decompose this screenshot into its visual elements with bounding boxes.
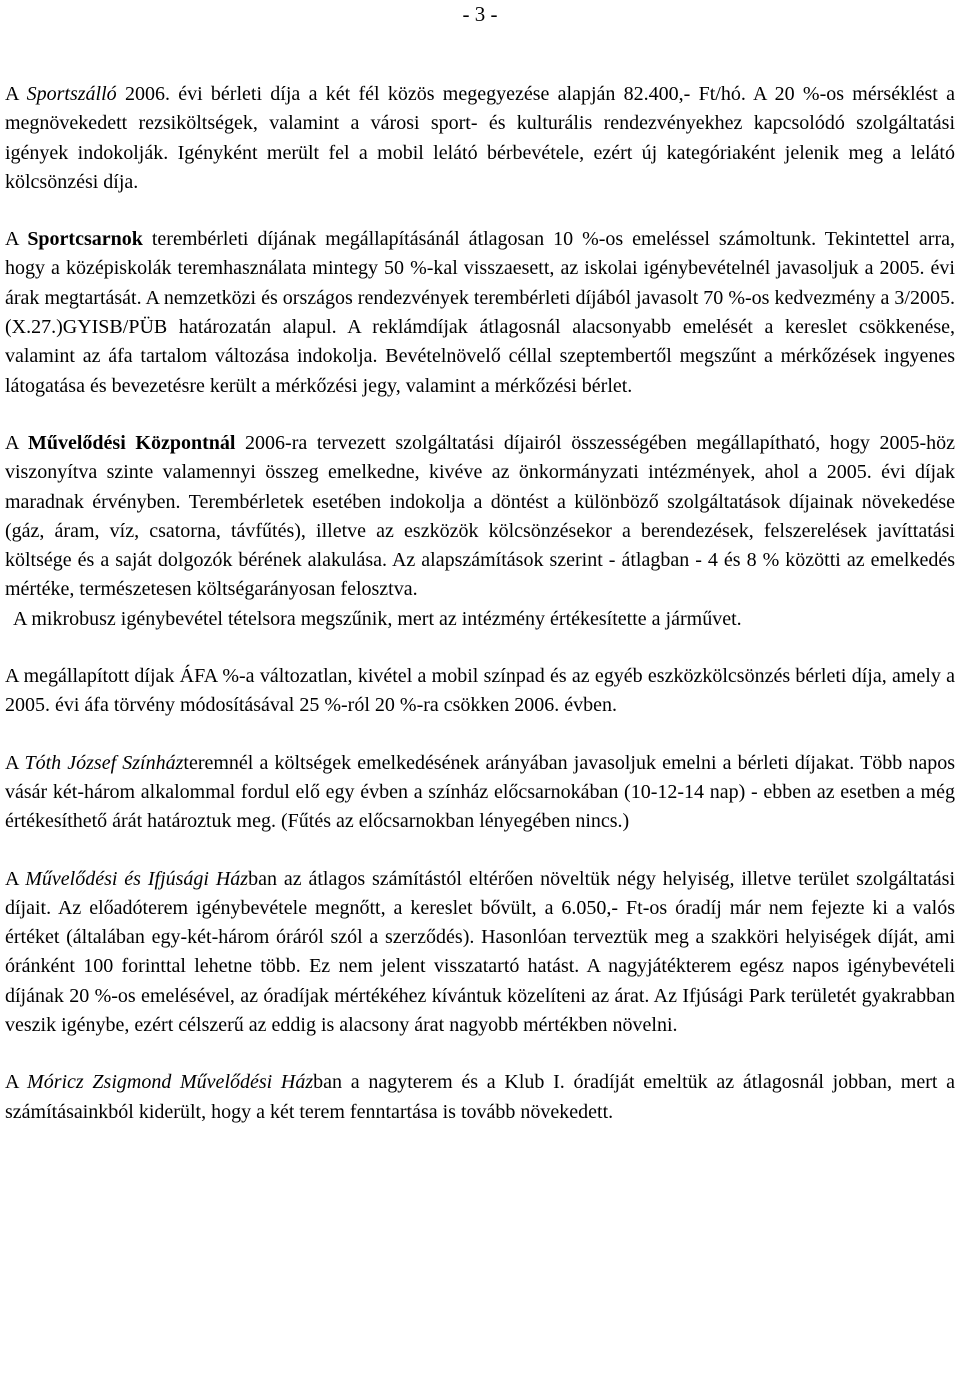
page-number: - 3 - [462,2,498,26]
venue-name-sportszallo: Sportszálló [26,83,117,105]
paragraph-sportszallo [5,80,955,197]
venue-name-sportcsarnok: Sportcsarnok [27,228,143,251]
venue-name-muvelodesi-es-ifjusagi-haz: Művelődési és Ifjúsági Ház [25,867,249,890]
text-segment: A [5,751,25,774]
venue-name-toth-jozsef-szinhaz: Tóth József Színház [24,751,184,774]
paragraph-toth-jozsef-szinhaz [5,749,955,837]
text-segment: teremnél a költségek emelkedésének arányában javasoljuk emelni a bérleti díjakat. Több napos vásár két-három alkalommal fordul elő egy évben a színház előcsarnokában (10-12-14 nap) - ebben az esetben a még értékesíthető árát határoztuk meg. (Fűtés az előcsarnokban lényegében nincs.) [5,751,956,833]
text-segment: ban az átlagos számítástól eltérően növeltük négy helyiség, illetve terület szolgáltatási díjait. Az előadóterem igénybevétele megnőtt, a kereslet bővült, a 6.050,- Ft-os óradíj már nem fejezte ki a valós értéket (általában egy-két-három óráról szól a szerződés). Hasonlóan terveztük meg a szakköri helyiségek díját, ami óránként 100 forinttal lehetne több. Ez nem jelent visszatartó hatást. A nagyjátékterem egész napos igénybevételi díjának 20 %-os emelésével, az óradíjak mértékéhez kívántuk közelíteni az árat. Az Ifjúsági Park területét gyakrabban veszik igénybe, ezért célszerű az eddig is alacsony árat nagyobb mértékben növelni. [5,867,956,1037]
paragraph-muvelodesi-kozpont [5,429,955,634]
paragraph-sportcsarnok [5,225,955,401]
paragraph-afa [5,662,955,721]
text-segment: A [5,228,28,251]
paragraph-muvelodesi-es-ifjusagi-haz [5,865,955,1041]
paragraph-moricz-zsigmond [5,1068,955,1127]
text-segment: terembérleti díjának megállapításánál átlagosan 10 %-os emeléssel számoltunk. Tekintettel arra, hogy a középiskolák teremhasználata mintegy 50 %-kal visszaesett, az iskolai igénybevételnél javasoljuk a 2005. évi árak megtartását. A nemzetközi és országos rendezvények terembérleti díjából javasolt 70 %-os kedvezmény a 3/2005.(X.27.)GYISB/PÜB határozatán alapul. A reklámdíjak átlagosnál alacsonyabb emelését a kereslet csökkenése, valamint az áfa tartalom változása indokolja. Bevételnövelő céllal szeptembertől megszűnt a mérkőzések ingyenes látogatása és bevezetésre került a mérkőzési jegy, valamint a mérkőzési bérlet. [5,228,955,397]
minibus-note: A mikrobusz igénybevétel tételsora megszűnik, mert az intézmény értékesítette a járművet. [13,607,742,630]
text-segment: A [5,867,26,890]
text-segment: ban a nagyterem és a Klub I. óradíját emeltük az átlagosnál jobban, mert a számításainkból kiderült, hogy a két terem fenntartása is tovább növekedett. [5,1071,955,1123]
text-segment: A [5,83,27,105]
text-segment: 2006. évi bérleti díja a két fél közös megegyezése alapján 82.400,- Ft/hó. A 20 %-os mérséklést a megnövekedett rezsiköltségek, valamint a városi sport- és kulturális rendezvényekhez kapcsolódó szolgáltatási igények indokolják. Igényként merült fel a mobil lelátó bérbevétele, ezért új kategóriaként jelenik meg a lelátó kölcsönzési díja. [5,83,955,193]
text-segment: A [5,1071,28,1094]
venue-name-muvelodesi-kozpont: Művelődési Központnál [27,431,236,454]
text-segment: 2006-ra tervezett szolgáltatási díjairól összességében megállapítható, hogy 2005-höz viszonyítva szinte valamennyi összeg emelkedne, kivéve az önkormányzati intézmények, ahol a 2005. évi díjak maradnak érvényben. Terembérletek esetében indokolja a döntést a különböző szolgáltatások díjainak növekedése (gáz, áram, víz, csatorna, távfűtés), illetve az eszközök kölcsönzésekor a berendezések, felszerelések javíttatási költsége és a saját dolgozók bérének alakulása. Az alapszámítások szerint - átlagban - 4 és 8 % közötti az emelkedés mértéke, természetesen költségarányosan felosztva. [5,431,956,601]
text-segment: A megállapított díjak ÁFA %-a változatlan, kivétel a mobil színpad és az egyéb eszközkölcsönzés bérleti díja, amely a 2005. évi áfa törvény módosításával 25 %-ról 20 %-ra csökken 2006. évben. [5,665,955,717]
venue-name-moricz-zsigmond: Móricz Zsigmond Művelődési Ház [27,1071,314,1094]
document-body [5,80,955,1155]
text-segment: A [5,431,28,454]
